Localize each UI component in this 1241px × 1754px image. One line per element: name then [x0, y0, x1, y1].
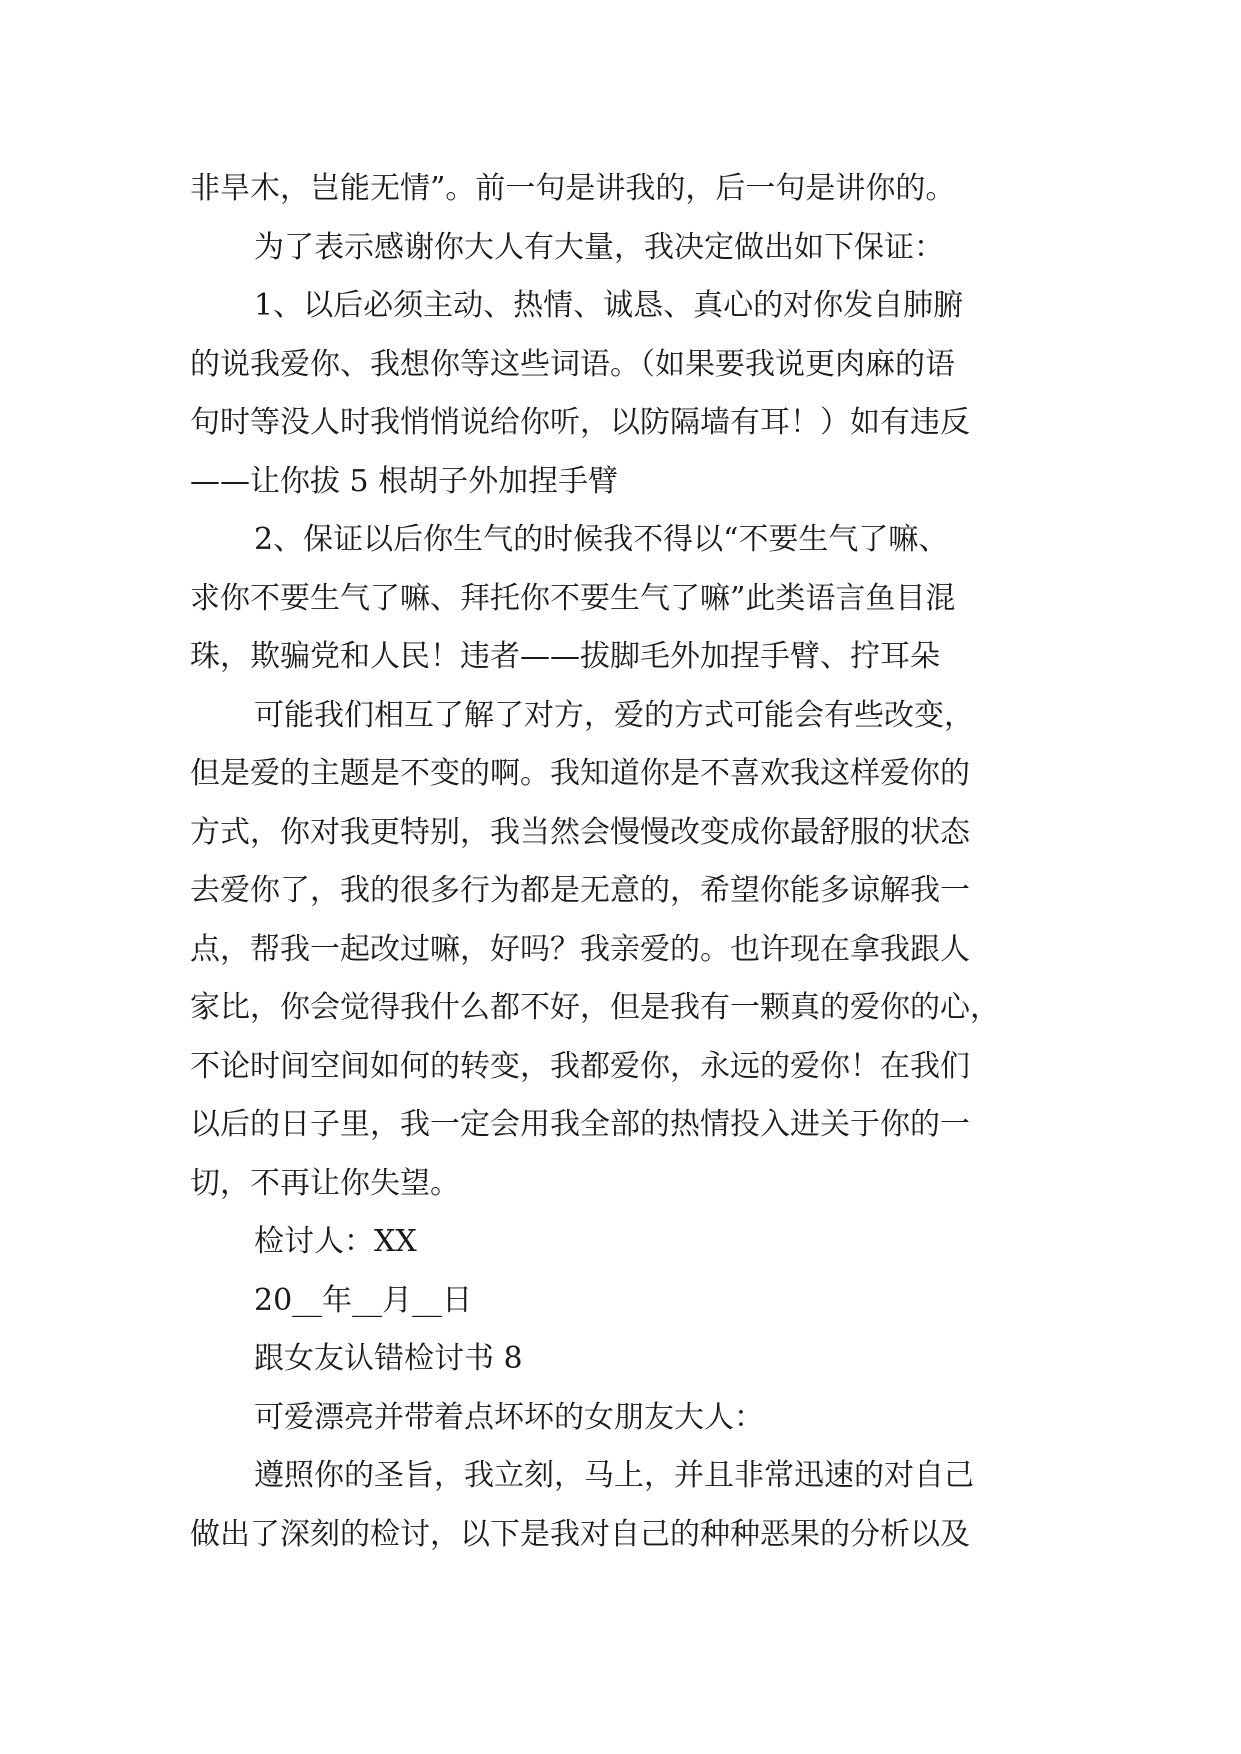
signature-line: 检讨人：XX [254, 1224, 417, 1259]
text-line: 可能我们相互了解了对方，爱的方式可能会有些改变， [254, 697, 974, 733]
text-line: 求你不要生气了嘛、拜托你不要生气了嘛”此类语言鱼目混 [190, 580, 956, 616]
text-line: 遵照你的圣旨，我立刻，马上，并且非常迅速的对自己 [254, 1458, 974, 1493]
document-body [190, 160, 1060, 1564]
text-line: 不论时间空间如何的转变，我都爱你，永远的爱你！在我们 [190, 1048, 970, 1084]
text-line: 方式，你对我更特别，我当然会慢慢改变成你最舒服的状态 [190, 814, 970, 850]
text-line: 1、以后必须主动、热情、诚恳、真心的对你发自肺腑 [254, 288, 964, 323]
date-line: 20__年__月__日 [254, 1282, 473, 1318]
text-line: 去爱你了，我的很多行为都是无意的，希望你能多谅解我一 [190, 873, 970, 908]
text-line: 点，帮我一起改过嘛，好吗？我亲爱的。也许现在拿我跟人 [190, 931, 970, 967]
text-line: 2、保证以后你生气的时候我不得以“不要生气了嘛、 [254, 522, 949, 557]
text-line: 切，不再让你失望。 [190, 1165, 460, 1201]
text-line: 但是爱的主题是不变的啊。我知道你是不喜欢我这样爱你的 [190, 756, 970, 791]
text-line: 为了表示感谢你大人有大量，我决定做出如下保证： [254, 229, 944, 265]
text-line: 句时等没人时我悄悄说给你听，以防隔墙有耳！）如有违反 [190, 405, 970, 440]
text-line: 非旱木，岂能无情”。前一句是讲我的，后一句是讲你的。 [190, 171, 956, 206]
text-line: 家比，你会觉得我什么都不好，但是我有一颗真的爱你的心， [190, 990, 1000, 1025]
salutation-line: 可爱漂亮并带着点坏坏的女朋友大人： [254, 1399, 764, 1435]
text-line: 的说我爱你、我想你等这些词语。（如果要我说更肉麻的语 [190, 346, 955, 382]
text-line: ——让你拔 5 根胡子外加捏手臂 [190, 463, 619, 499]
text-line: 珠，欺骗党和人民！违者——拔脚毛外加捏手臂、拧耳朵 [190, 639, 940, 674]
text-line: 以后的日子里，我一定会用我全部的热情投入进关于你的一 [190, 1107, 970, 1142]
section-title: 跟女友认错检讨书 8 [254, 1341, 523, 1376]
text-line: 做出了深刻的检讨，以下是我对自己的种种恶果的分析以及 [190, 1516, 970, 1552]
